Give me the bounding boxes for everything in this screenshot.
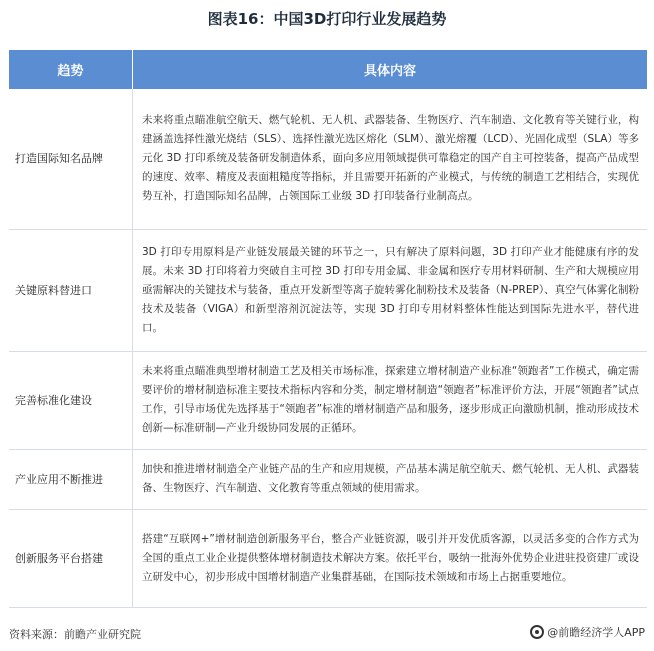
table-row	[9, 89, 647, 229]
trend-detail: 3D 打印专用原料是产业链发展最关键的环节之一，只有解决了原料问题，3D 打印产业才能健康有序的发展。未来 3D 打印将着力突破自主可控 3D 打印专用金属、非金属和医疗专用材料研制、生产和大规模应用亟需解决的关键技术与装备，重点开发新型等离子旋转雾化制粉技术及装备（N-PREP）、真空气体雾化制粉技术及装备（VIGA）和新型溶剂沉淀法等，实现 3D 打印专用材料整体性能达到国际先进水平，替代进口。	[133, 229, 648, 351]
table-row	[9, 229, 647, 351]
trend-detail: 搭建“互联网+”增材制造创新服务平台，整合产业链资源，吸引并开发优质客源，以灵活多变的合作方式为全国的重点工业企业提供整体增材制造技术解决方案。依托平台，吸纳一批海外优势企业进驻投资建厂或设立研发中心，初步形成中国增材制造产业集群基础，在国际技术领域和市场上占据重要地位。	[133, 509, 648, 607]
table-row	[9, 351, 647, 449]
header-detail: 具体内容	[133, 50, 648, 89]
trend-detail: 加快和推进增材制造全产业链产品的生产和应用规模，产品基本满足航空航天、燃气轮机、无人机、武器装备、生物医疗、汽车制造、文化教育等重点领域的使用需求。	[133, 449, 648, 509]
source-note: 资料来源：前瞻产业研究院	[9, 628, 141, 641]
header-trend: 趋势	[9, 50, 133, 89]
table-header-row	[9, 50, 647, 89]
trend-detail: 未来将重点瞄准航空航天、燃气轮机、无人机、武器装备、生物医疗、汽车制造、文化教育等关键行业，构建涵盖选择性激光烧结（SLS）、选择性激光选区熔化（SLM）、激光熔覆（LCD）、光固化成型（SLA）等多元化 3D 打印系统及装备研发制造体系，面向多应用领域提供可靠稳定的国产自主可控装备，提高产品成型的速度、效率、精度及表面粗糙度等指标，并且需要开拓新的产业模式，与传统的制造工艺相结合，实现优势互补，打造国际知名品牌，占领国际工业级 3D 打印装备行业制高点。	[133, 89, 648, 229]
trend-name: 打造国际知名品牌	[9, 89, 133, 229]
brand-logo-icon	[530, 625, 544, 639]
brand-credit-text: @前瞻经济学人APP	[547, 626, 645, 639]
trend-name: 创新服务平台搭建	[9, 509, 133, 607]
trend-name: 完善标准化建设	[9, 351, 133, 449]
brand-credit	[530, 624, 645, 640]
table-row	[9, 449, 647, 509]
trend-detail: 未来将重点瞄准典型增材制造工艺及相关市场标准，探索建立增材制造产业标准“领跑者”工作模式，确定需要评价的增材制造标准主要技术指标内容和分类，制定增材制造“领跑者”标准评价方法，开展“领跑者”试点工作，引导市场优先选择基于“领跑者”标准的增材制造产品和服务，逐步形成正向激励机制，推动形成技术创新—标准研制—产业升级协同发展的正循环。	[133, 351, 648, 449]
trend-name: 关键原料替进口	[9, 229, 133, 351]
table-row	[9, 509, 647, 607]
trend-table	[9, 50, 647, 608]
trend-name: 产业应用不断推进	[9, 449, 133, 509]
chart-title: 图表16：中国3D打印行业发展趋势	[207, 10, 447, 28]
